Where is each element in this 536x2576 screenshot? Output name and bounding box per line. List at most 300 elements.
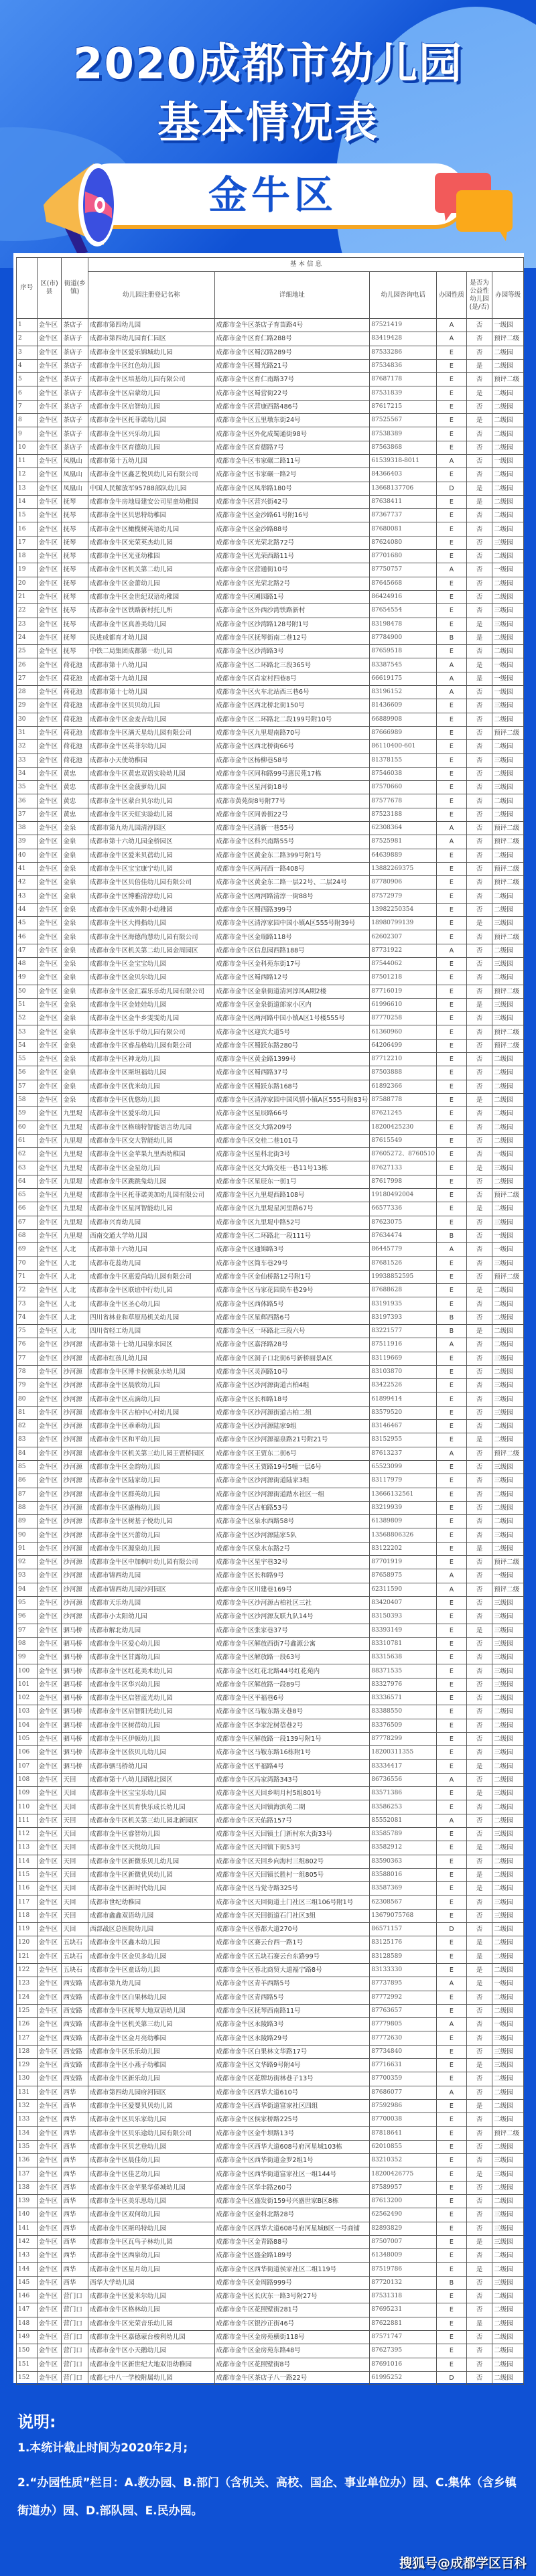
- cell-district: 金牛区: [37, 1977, 62, 1991]
- cell-district: 金牛区: [37, 563, 62, 577]
- cell-public: 否: [466, 889, 492, 903]
- cell-seq: 129: [17, 2059, 38, 2072]
- cell-district: 金牛区: [37, 1746, 62, 1760]
- cell-address: 成都市金牛区沙河源福泉路21号附21号: [214, 1433, 370, 1447]
- cell-phone: 87659518: [370, 645, 437, 658]
- cell-seq: 65: [17, 1189, 38, 1202]
- cell-street: 天回: [62, 1868, 88, 1881]
- cell-district: 金牛区: [37, 1991, 62, 2004]
- cell-seq: 52: [17, 1012, 38, 1025]
- cell-address: 成都市金牛区银沙正街46号: [214, 2317, 370, 2330]
- cell-district: 金牛区: [37, 2371, 62, 2384]
- cell-address: 成都市金牛区天回街道石门社区3组: [214, 1909, 370, 1922]
- speech-bubbles-icon: [432, 167, 519, 248]
- cell-district: 金牛区: [37, 2276, 62, 2289]
- cell-seq: 41: [17, 862, 38, 875]
- cell-name: 成都市金牛区白果林幼儿园: [88, 1991, 214, 2004]
- cell-public: 否: [466, 713, 492, 726]
- table-row: [17, 2358, 524, 2371]
- cell-nature: E: [437, 1841, 466, 1855]
- cell-level: 三级园: [492, 2154, 524, 2167]
- table-row: [17, 1161, 524, 1175]
- cell-street: 驷马桥: [62, 1760, 88, 1773]
- cell-public: 否: [466, 550, 492, 563]
- cell-level: 二级园: [492, 522, 524, 536]
- cell-seq: 134: [17, 2127, 38, 2140]
- cell-phone: 87501218: [370, 971, 437, 985]
- cell-address: 成都市金牛区迎宾大道5号: [214, 1025, 370, 1039]
- cell-seq: 133: [17, 2113, 38, 2127]
- cell-address: 成都市金牛区白果林文华路17号: [214, 2045, 370, 2058]
- cell-street: 五块石: [62, 1936, 88, 1950]
- cell-nature: A: [437, 319, 466, 332]
- cell-seq: 117: [17, 1895, 38, 1909]
- cell-level: 一级园: [492, 1148, 524, 1161]
- cell-level: 二级园: [492, 2358, 524, 2371]
- notes-section: [17, 2410, 527, 2525]
- table-row: [17, 1202, 524, 1216]
- cell-name: 成都市第十七幼儿园泉水园区: [88, 1338, 214, 1352]
- cell-name: 成都市金牛区橄榄树英语幼儿园: [88, 522, 214, 536]
- cell-district: 金牛区: [37, 1080, 62, 1093]
- cell-public: 是: [466, 618, 492, 631]
- cell-district: 金牛区: [37, 1216, 62, 1229]
- cell-district: 金牛区: [37, 1542, 62, 1555]
- cell-phone: 87546038: [370, 767, 437, 780]
- cell-nature: E: [437, 2072, 466, 2086]
- table-row: [17, 2099, 524, 2113]
- cell-phone: 82893829: [370, 2222, 437, 2235]
- table-row: [17, 699, 524, 713]
- cell-phone: 62311590: [370, 1583, 437, 1596]
- cell-phone: 61539318-8011: [370, 454, 437, 468]
- cell-district: 金牛区: [37, 1243, 62, 1257]
- cell-address: 成都市金牛区沙河源街道陆家3组: [214, 1474, 370, 1488]
- table-row: [17, 590, 524, 603]
- cell-public: 是: [466, 1882, 492, 1895]
- cell-level: 一级园: [492, 1977, 524, 1991]
- table-row: [17, 1107, 524, 1121]
- cell-phone: 83125176: [370, 1936, 437, 1950]
- cell-street: 沙河源: [62, 1610, 88, 1624]
- cell-public: 否: [466, 468, 492, 482]
- cell-level: 二级园: [492, 713, 524, 726]
- hero-banner: [0, 0, 536, 268]
- cell-public: 否: [466, 1447, 492, 1460]
- cell-nature: E: [437, 862, 466, 875]
- cell-level: 三级园: [492, 1624, 524, 1637]
- table-row: [17, 454, 524, 468]
- cell-phone: 87638411: [370, 495, 437, 508]
- cell-phone: 86110400-601: [370, 740, 437, 754]
- cell-public: 否: [466, 2181, 492, 2194]
- table-row: [17, 985, 524, 998]
- cell-seq: 49: [17, 971, 38, 985]
- cell-district: 金牛区: [37, 808, 62, 821]
- cell-district: 金牛区: [37, 1257, 62, 1270]
- cell-name: 成都市金牛区培基幼儿园有限公司: [88, 373, 214, 386]
- cell-address: 成都市金牛区金牛坝路13号: [214, 2127, 370, 2140]
- cell-seq: 92: [17, 1556, 38, 1569]
- cell-level: 预评二级: [492, 1270, 524, 1283]
- cell-address: 成都市金牛区星科北街3号: [214, 1148, 370, 1161]
- cell-phone: 87716019: [370, 985, 437, 998]
- cell-street: 抚琴: [62, 509, 88, 522]
- cell-street: 金泉: [62, 889, 88, 903]
- cell-address: 成都市金牛区赛云台西一路1号: [214, 1936, 370, 1950]
- cell-seq: 137: [17, 2167, 38, 2181]
- cell-public: 否: [466, 971, 492, 985]
- cell-level: 一级园: [492, 454, 524, 468]
- cell-address: 成都市金牛区九里堤星河里路67号: [214, 1202, 370, 1216]
- cell-nature: E: [437, 1882, 466, 1895]
- cell-name: 成都市金牛区育德幼儿园: [88, 441, 214, 454]
- cell-phone: 87750757: [370, 563, 437, 577]
- cell-level: 三级园: [492, 1161, 524, 1175]
- cell-level: 三级园: [492, 1787, 524, 1800]
- cell-level: 三级园: [492, 2031, 524, 2045]
- cell-level: 二级园: [492, 1515, 524, 1528]
- cell-district: 金牛区: [37, 359, 62, 372]
- cell-district: 金牛区: [37, 2140, 62, 2153]
- cell-name: 成都市金牛区小天鹅幼儿园: [88, 2344, 214, 2358]
- cell-name: 成都市锦西幼儿园: [88, 1569, 214, 1583]
- cell-phone: 61996610: [370, 998, 437, 1011]
- cell-address: 成都市金牛区筒车巷29号: [214, 1257, 370, 1270]
- cell-name: 成都市鑫鑫双语幼儿园: [88, 1909, 214, 1922]
- cell-public: 是: [466, 1324, 492, 1338]
- cell-name: 成都市金牛区宝宝乐幼儿园: [88, 1787, 214, 1800]
- cell-nature: E: [437, 1732, 466, 1745]
- table-row: [17, 754, 524, 767]
- cell-address: 成都市金牛区平福路4号: [214, 1760, 370, 1773]
- cell-public: 否: [466, 876, 492, 889]
- cell-seq: 21: [17, 590, 38, 603]
- table-row: [17, 2086, 524, 2099]
- cell-level: 二级园: [492, 2290, 524, 2303]
- cell-phone: 87627133: [370, 1161, 437, 1175]
- table-row: [17, 1678, 524, 1691]
- cell-public: 否: [466, 740, 492, 754]
- table-row: [17, 1664, 524, 1678]
- cell-seq: 18: [17, 550, 38, 563]
- cell-nature: E: [437, 522, 466, 536]
- cell-street: 西安路: [62, 1977, 88, 1991]
- cell-seq: 132: [17, 2099, 38, 2113]
- cell-phone: 87779805: [370, 2018, 437, 2031]
- cell-name: 成都市金牛区海德尚慧幼儿园有限公司: [88, 930, 214, 944]
- cell-district: 金牛区: [37, 468, 62, 482]
- col-header-phone: 幼儿园咨询电话: [370, 272, 437, 319]
- cell-name: 四川省林业和草原局机关幼儿园: [88, 1311, 214, 1324]
- col-header-public: 是否为公益性幼儿园(是/否): [466, 272, 492, 319]
- cell-nature: E: [437, 1909, 466, 1922]
- cell-name: 成都市金牛区红花美术幼儿园: [88, 1664, 214, 1678]
- cell-name: 成都市金牛区中加枫叶幼儿园有限公司: [88, 1556, 214, 1569]
- cell-nature: E: [437, 427, 466, 441]
- cell-phone: 83422526: [370, 1379, 437, 1392]
- cell-district: 金牛区: [37, 618, 62, 631]
- table-row: [17, 2059, 524, 2072]
- cell-street: 营门口: [62, 2317, 88, 2330]
- cell-phone: 81378155: [370, 754, 437, 767]
- cell-street: 西华: [62, 2249, 88, 2263]
- cell-street: 九里堤: [62, 1107, 88, 1121]
- cell-phone: 62308364: [370, 821, 437, 835]
- cell-district: 金牛区: [37, 1882, 62, 1895]
- cell-phone: 87687178: [370, 373, 437, 386]
- cell-name: 民进成都育才幼儿园: [88, 631, 214, 644]
- cell-name: 成都市金牛区爱婴贝贝幼儿园: [88, 2099, 214, 2113]
- table-row: [17, 522, 524, 536]
- cell-street: 金泉: [62, 957, 88, 971]
- cell-level: 三级园: [492, 1379, 524, 1392]
- cell-address: 成都市金牛区信息园西路188号: [214, 944, 370, 957]
- cell-address: 成都市金牛区天回街道土门社区三组106号附1号: [214, 1895, 370, 1909]
- cell-street: 荷花池: [62, 658, 88, 672]
- cell-seq: 50: [17, 985, 38, 998]
- cell-seq: 51: [17, 998, 38, 1011]
- cell-phone: 87538389: [370, 427, 437, 441]
- cell-street: 沙河源: [62, 1583, 88, 1596]
- cell-level: 二级园: [492, 740, 524, 754]
- cell-seq: 43: [17, 889, 38, 903]
- cell-nature: E: [437, 2194, 466, 2208]
- cell-district: 金牛区: [37, 876, 62, 889]
- cell-public: 否: [466, 427, 492, 441]
- cell-district: 金牛区: [37, 1691, 62, 1705]
- cell-level: 三级园: [492, 1746, 524, 1760]
- cell-phone: 83221577: [370, 1324, 437, 1338]
- cell-public: 否: [466, 985, 492, 998]
- cell-nature: E: [437, 1284, 466, 1297]
- cell-street: 西安路: [62, 2045, 88, 2058]
- cell-name: 成都市金牛区金牛乡雯雯幼儿园: [88, 1012, 214, 1025]
- cell-address: 成都市金牛区冯家湾路343号: [214, 1773, 370, 1786]
- cell-seq: 128: [17, 2045, 38, 2058]
- cell-name: 成都市金牛区盛梅幼儿园: [88, 1501, 214, 1514]
- cell-street: 驷马桥: [62, 1691, 88, 1705]
- table-row: [17, 1229, 524, 1242]
- cell-level: 二级园: [492, 2249, 524, 2263]
- cell-nature: E: [437, 2303, 466, 2317]
- cell-public: 否: [466, 1991, 492, 2004]
- cell-seq: 12: [17, 468, 38, 482]
- cell-phone: 64639889: [370, 849, 437, 862]
- cell-district: 金牛区: [37, 1270, 62, 1283]
- cell-nature: E: [437, 1637, 466, 1650]
- cell-level: 二级园: [492, 1297, 524, 1311]
- cell-public: 否: [466, 590, 492, 603]
- cell-name: 中国人民解放军95788部队幼儿园: [88, 482, 214, 495]
- cell-nature: E: [437, 536, 466, 549]
- cell-nature: E: [437, 726, 466, 739]
- cell-name: 成都市金牛区嘉德蒙台梭利幼儿园: [88, 2330, 214, 2344]
- cell-level: 二级园: [492, 1107, 524, 1121]
- cell-public: 是: [466, 495, 492, 508]
- cell-district: 金牛区: [37, 1352, 62, 1365]
- cell-phone: 87624080: [370, 536, 437, 549]
- cell-address: 成都市金牛区金房苑东路48号: [214, 2344, 370, 2358]
- cell-name: 成都市金牛区甘露幼儿园: [88, 1651, 214, 1664]
- cell-street: 沙河源: [62, 1433, 88, 1447]
- cell-public: 否: [466, 2371, 492, 2384]
- cell-nature: E: [437, 917, 466, 930]
- table-row: [17, 1406, 524, 1419]
- cell-street: 天回: [62, 1841, 88, 1855]
- cell-address: 成都市金牛区韦家碾一路2号: [214, 468, 370, 482]
- cell-seq: 125: [17, 2004, 38, 2017]
- table-row: [17, 1814, 524, 1827]
- cell-phone: 83133330: [370, 1963, 437, 1977]
- cell-address: 成都市金牛区抚琴西南路11号: [214, 2004, 370, 2017]
- cell-address: 成都市金牛区西华大道610号: [214, 2086, 370, 2099]
- cell-district: 金牛区: [37, 400, 62, 413]
- cell-nature: E: [437, 414, 466, 427]
- cell-name: 成都市金牛区托菲诺幼儿园: [88, 414, 214, 427]
- cell-public: 否: [466, 577, 492, 590]
- cell-public: 否: [466, 1066, 492, 1080]
- cell-phone: 87784900: [370, 631, 437, 644]
- table-row: [17, 604, 524, 618]
- cell-seq: 38: [17, 821, 38, 835]
- cell-address: 成都市金牛区天回镇下街53号: [214, 1841, 370, 1855]
- cell-public: 否: [466, 1691, 492, 1705]
- notes-heading: 说明:: [17, 2413, 56, 2431]
- cell-name: 成都市金牛区机关第二幼儿园金周园区: [88, 944, 214, 957]
- cell-seq: 91: [17, 1542, 38, 1555]
- cell-phone: 86736556: [370, 1773, 437, 1786]
- cell-public: 否: [466, 2344, 492, 2358]
- cell-level: 二级园: [492, 495, 524, 508]
- cell-nature: E: [437, 1080, 466, 1093]
- cell-seq: 26: [17, 658, 38, 672]
- cell-level: 二级园: [492, 414, 524, 427]
- cell-seq: 14: [17, 495, 38, 508]
- cell-nature: E: [437, 1053, 466, 1066]
- cell-level: 一级园: [492, 672, 524, 685]
- cell-phone: 66889908: [370, 713, 437, 726]
- cell-public: 否: [466, 2303, 492, 2317]
- cell-nature: A: [437, 672, 466, 685]
- cell-seq: 3: [17, 346, 38, 359]
- cell-seq: 7: [17, 400, 38, 413]
- table-row: [17, 2344, 524, 2358]
- table-row: [17, 2276, 524, 2289]
- cell-phone: 87531318: [370, 2290, 437, 2303]
- cell-level: 三级园: [492, 699, 524, 713]
- cell-nature: E: [437, 1950, 466, 1963]
- cell-seq: 100: [17, 1664, 38, 1678]
- group-header-basic-info: 基 本 信 息: [88, 258, 524, 272]
- cell-street: 九里堤: [62, 1202, 88, 1216]
- cell-street: 西安路: [62, 2018, 88, 2031]
- cell-level: 二级园: [492, 1093, 524, 1106]
- cell-name: 成都市世纪幼稚园: [88, 1895, 214, 1909]
- table-row: [17, 1324, 524, 1338]
- cell-street: 天回: [62, 1923, 88, 1936]
- cell-address: 成都市金牛区金泉街道清河淳风A期2楼: [214, 985, 370, 998]
- cell-address: 成都市金牛区清新一巷55号: [214, 821, 370, 835]
- cell-public: 否: [466, 957, 492, 971]
- cell-seq: 97: [17, 1624, 38, 1637]
- cell-street: 金泉: [62, 1093, 88, 1106]
- cell-level: 二级园: [492, 1963, 524, 1977]
- cell-street: 金泉: [62, 917, 88, 930]
- cell-nature: E: [437, 1474, 466, 1488]
- col-header-level: 办园等级: [492, 272, 524, 319]
- cell-level: 二级园: [492, 645, 524, 658]
- cell-street: 抚琴: [62, 604, 88, 618]
- cell-name: 成都市小太阳幼儿园: [88, 1610, 214, 1624]
- cell-phone: 83119669: [370, 1352, 437, 1365]
- cell-seq: 147: [17, 2303, 38, 2317]
- cell-public: 否: [466, 2208, 492, 2222]
- table-row: [17, 794, 524, 808]
- cell-district: 金牛区: [37, 1556, 62, 1569]
- cell-nature: E: [437, 359, 466, 372]
- table-row: [17, 1596, 524, 1609]
- cell-seq: 119: [17, 1923, 38, 1936]
- cell-phone: 87525981: [370, 835, 437, 849]
- cell-district: 金牛区: [37, 1515, 62, 1528]
- cell-seq: 39: [17, 835, 38, 849]
- cell-level: 二级园: [492, 971, 524, 985]
- cell-name: 成都市金牛区和平幼儿园: [88, 1433, 214, 1447]
- cell-nature: E: [437, 1066, 466, 1080]
- cell-public: 否: [466, 2004, 492, 2017]
- cell-address: 成都市金牛区灵润路10号: [214, 1365, 370, 1378]
- cell-address: 成都市金牛区西北桥街66号: [214, 740, 370, 754]
- cell-phone: 19180492004: [370, 1189, 437, 1202]
- cell-public: 否: [466, 1732, 492, 1745]
- cell-nature: E: [437, 1678, 466, 1691]
- cell-nature: E: [437, 2045, 466, 2058]
- cell-public: 是: [466, 1787, 492, 1800]
- table-row: [17, 1732, 524, 1745]
- table-row: [17, 1243, 524, 1257]
- cell-name: 中铁二局集团成都第一幼儿园: [88, 645, 214, 658]
- cell-district: 金牛区: [37, 386, 62, 400]
- cell-street: 天回: [62, 1814, 88, 1827]
- cell-phone: 13666132561: [370, 1488, 437, 1501]
- cell-district: 金牛区: [37, 1814, 62, 1827]
- cell-address: 成都市金牛区沙河源街道踏水社区一组: [214, 1488, 370, 1501]
- cell-district: 金牛区: [37, 1202, 62, 1216]
- cell-address: 成都市金牛区花照壁街8号: [214, 2358, 370, 2371]
- cell-name: 四川省轻工幼儿园: [88, 1324, 214, 1338]
- cell-seq: 83: [17, 1433, 38, 1447]
- cell-district: 金牛区: [37, 373, 62, 386]
- cell-address: 成都市金牛区营康西路486号: [214, 400, 370, 413]
- cell-district: 金牛区: [37, 2358, 62, 2371]
- cell-public: 否: [466, 1923, 492, 1936]
- cell-level: 预评二级: [492, 985, 524, 998]
- cell-street: 茶店子: [62, 441, 88, 454]
- cell-level: 一级园: [492, 1569, 524, 1583]
- cell-name: 成都市金牛区陆家幼儿园: [88, 1474, 214, 1488]
- cell-level: 三级园: [492, 1216, 524, 1229]
- cell-street: 人北: [62, 1284, 88, 1297]
- cell-address: 成都市金牛区交大路交桂一巷11号13栋: [214, 1161, 370, 1175]
- cell-street: 抚琴: [62, 495, 88, 508]
- cell-level: 二级园: [492, 903, 524, 916]
- cell-street: 金泉: [62, 985, 88, 998]
- cell-street: 荷花池: [62, 713, 88, 726]
- table-row: [17, 1950, 524, 1963]
- cell-phone: 87623075: [370, 1216, 437, 1229]
- table-row: [17, 1080, 524, 1093]
